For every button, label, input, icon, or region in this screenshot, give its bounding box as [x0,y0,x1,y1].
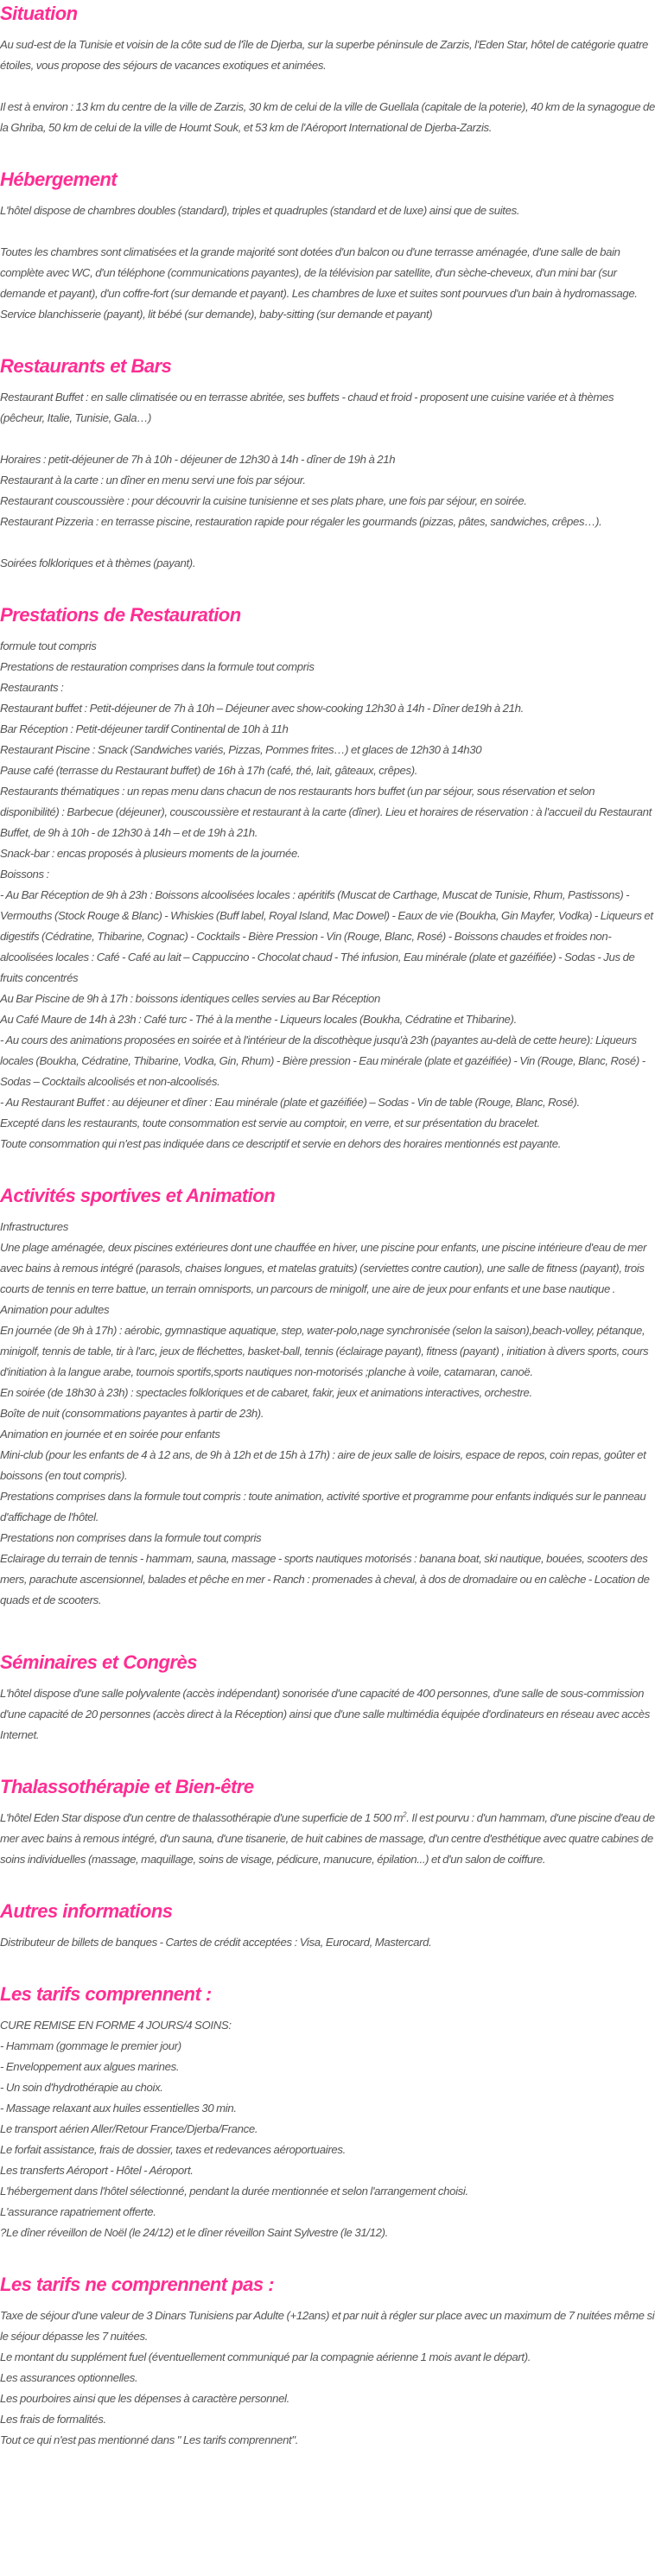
section-situation [0,0,655,138]
activites-line: Animation pour adultes [0,1303,110,1316]
section-title-autres: Autres informations [0,1900,173,1922]
section-hebergement [0,166,655,325]
tarifs-exclus-line: Les frais de formalités. [0,2413,106,2426]
section-thalasso [0,1773,655,1870]
prestations-line: - Au cours des animations proposées en soirée et à l'intérieur de la discothèque jusqu'à 23h (payantes au-delà de cette heure): Liqueurs locales (Boukha, Cédratine, Thibarine, Vodka, Gin, Rhum) - Bière pression - Eau minérale (plate et gazéifiée) - Vin (Rouge, Blanc, Rosé) - Sodas – Cocktails alcoolisés et non-alcoolisés. [0,1034,645,1088]
section-title-situation: Situation [0,3,78,24]
restaurants-line: Restaurant couscoussière : pour découvrir la cuisine tunisienne et ses plats phare, une fois par séjour, en soirée. [0,494,527,507]
thalasso-text-part-2: . Il est pourvu : d'un hammam, d'une piscine d'eau de mer avec bains à remous intégré, d'un sauna, d'une tisanerie, de huit cabines de massage, d'un centre d'esthétique avec quatre cabines de soins individuelles (massage, maquillage, soins de visage, pédicure, manucure, épilation...) et d'un salon de coiffure. [0,1811,655,1866]
tarifs-inclus-line: ?Le dîner réveillon de Noël (le 24/12) et le dîner réveillon Saint Sylvestre (le 31/12). [0,2226,388,2239]
prestations-line: Boissons : [0,868,49,881]
section-prestations [0,601,655,1154]
tarifs-exclus-line: Les pourboires ainsi que les dépenses à caractère personnel. [0,2392,289,2405]
prestations-line: Au Bar Piscine de 9h à 17h : boissons identiques celles servies au Bar Réception [0,992,381,1005]
spacer [0,1611,655,1649]
prestations-line: Pause café (terrasse du Restaurant buffet) de 16h à 17h (café, thé, lait, gâteaux, crêpes). [0,764,418,777]
activites-line: Prestations comprises dans la formule tout compris : toute animation, activité sportive et programme pour enfants indiqués sur le panneau d'affichage de l'hôtel. [0,1490,646,1523]
restaurants-line: Restaurant à la carte : un dîner en menu servi une fois par séjour. [0,474,306,487]
spacer [0,1870,655,1898]
prestations-line: Restaurants : [0,681,64,694]
tarifs-exclus-line: Le montant du supplément fuel (éventuellement communiqué par la compagnie aérienne 1 mois avant le départ). [0,2350,531,2363]
thalasso-paragraph [0,1808,655,1870]
section-title-hebergement: Hébergement [0,169,118,190]
section-tarifs-inclus [0,1981,655,2243]
section-title-prestations: Prestations de Restauration [0,604,241,626]
section-title-seminaires: Séminaires et Congrès [0,1651,197,1673]
spacer [0,574,655,601]
activites-line: Animation en journée et en soirée pour enfants [0,1428,220,1441]
activites-line: En soirée (de 18h30 à 23h) : spectacles folkloriques et de cabaret, fakir, jeux et animations interactives, orchestre. [0,1386,532,1399]
spacer [0,76,655,97]
hebergement-paragraph-1: L'hôtel dispose de chambres doubles (standard), triples et quadruples (standard et de luxe) ainsi que de suites. [0,204,520,217]
prestations-line: - Au Bar Réception de 9h à 23h : Boissons alcoolisées locales : apéritifs (Muscat de Carthage, Muscat de Tunisie, Rhum, Pastissons) - Vermouths (Stock Rouge & Blanc) - Whiskies (Buff label, Royal Island, Mac Dowel) - Eaux de vie (Boukha, Gin Mayfer, Vodka) - Liqueurs et digestifs (Cédratine, Thibarine, Cognac) - Cocktails - Bière Pression - Vin (Rouge, Blanc, Rosé) - Boissons chaudes et froides non-alcoolisées locales : Café - Café au lait – Cappuccino - Chocolat chaud - Thé infusion, Eau minérale (plate et gazéifiée) - Sodas - Jus de fruits concentrés [0,888,653,984]
prestations-line: Snack-bar : encas proposés à plusieurs moments de la journée. [0,847,301,860]
spacer [0,2243,655,2271]
tarifs-inclus-line: - Enveloppement aux algues marines. [0,2060,180,2073]
thalasso-text-part-1: L'hôtel Eden Star dispose d'un centre de thalassothérapie d'une superficie de 1 500 m [0,1811,404,1824]
prestations-line: Prestations de restauration comprises dans la formule tout compris [0,660,315,673]
prestations-line: Restaurant buffet : Petit-déjeuner de 7h à 10h – Déjeuner avec show-cooking 12h30 à 14h - Dîner de19h à 21h. [0,702,524,715]
prestations-line: Restaurant Piscine : Snack (Sandwiches variés, Pizzas, Pommes frites…) et glaces de 12h30 à 14h30 [0,743,482,756]
tarifs-inclus-line: L'hébergement dans l'hôtel sélectionné, pendant la durée mentionnée et selon l'arrangement choisi. [0,2185,468,2198]
prestations-line: Bar Réception : Petit-déjeuner tardif Continental de 10h à 11h [0,722,289,735]
tarifs-inclus-line: Le forfait assistance, frais de dossier, taxes et redevances aéroportuaires. [0,2143,346,2156]
situation-paragraph-2: Il est à environ : 13 km du centre de la ville de Zarzis, 30 km de celui de la ville de Guellala (capitale de la poterie), 40 km de la synagogue de la Ghriba, 50 km de celui de la ville de Houmt Souk, et 53 km de l'Aéroport International de Djerba-Zarzis. [0,100,655,134]
activites-line: En journée (de 9h à 17h) : aérobic, gymnastique aquatique, step, water-polo,nage synchronisée (selon la saison),beach-volley, pétanque, minigolf, tennis de table, tir à l'arc, jeux de fléchettes, basket-ball, tennis (éclairage payant), fitness (payant) , initiation à divers sports, cours d'initiation à la langue arabe, tournois sportifs,sports nautiques non-motorisés ;planche à voile, catamaran, canoë. [0,1324,649,1378]
spacer [0,221,655,242]
section-title-tarifs-inclus: Les tarifs comprennent : [0,1983,212,2005]
superscript-squared: 2 [403,1810,407,1819]
prestations-line: - Au Restaurant Buffet : au déjeuner et dîner : Eau minérale (plate et gazéifiée) – Sodas - Vin de table (Rouge, Blanc, Rosé). [0,1096,580,1109]
tarifs-inclus-line: - Massage relaxant aux huiles essentielles 30 min. [0,2102,237,2115]
situation-paragraph-1: Au sud-est de la Tunisie et voisin de la côte sud de l'île de Djerba, sur la superbe péninsule de Zarzis, l'Eden Star, hôtel de catégorie quatre étoiles, vous propose des séjours de vacances exotiques et animées. [0,38,648,72]
section-title-thalasso: Thalassothérapie et Bien-être [0,1776,254,1797]
tarifs-inclus-line: L'assurance rapatriement offerte. [0,2205,156,2218]
restaurants-line: Restaurant Pizzeria : en terrasse piscine, restauration rapide pour régaler les gourmands (pizzas, pâtes, sandwiches, crêpes…). [0,515,602,528]
spacer [0,325,655,353]
activites-line: Une plage aménagée, deux piscines extérieures dont une chauffée en hiver, une piscine pour enfants, une piscine intérieure d'eau de mer avec bains à remous intégré (parasols, chaises longues, et matelas gratuits) (serviettes contre caution), une salle de fitness (payant), trois courts de tennis en terre battue, un terrain omnisports, un parcours de minigolf, une aire de jeux pour enfants et une base nautique . [0,1241,647,1295]
tarifs-exclus-line: Les assurances optionnelles. [0,2371,138,2384]
spacer [0,138,655,166]
section-autres [0,1898,655,1953]
prestations-line: Toute consommation qui n'est pas indiquée dans ce descriptif et servie en dehors des horaires mentionnés est payante. [0,1137,562,1150]
spacer [0,1746,655,1773]
tarifs-inclus-line: - Hammam (gommage le premier jour) [0,2039,181,2052]
spacer [0,532,655,553]
tarifs-inclus-line: Les transferts Aéroport - Hôtel - Aéroport. [0,2164,194,2177]
section-title-restaurants: Restaurants et Bars [0,355,172,377]
prestations-line: Au Café Maure de 14h à 23h : Café turc - Thé à la menthe - Liqueurs locales (Boukha, Cédratine et Thibarine). [0,1013,517,1026]
activites-line: Mini-club (pour les enfants de 4 à 12 ans, de 9h à 12h et de 15h à 17h) : aire de jeux salle de loisirs, espace de repos, coin repas, goûter et boissons (en tout compris). [0,1448,646,1482]
prestations-line: Restaurants thématiques : un repas menu dans chacun de nos restaurants hors buffet (un par séjour, sous réservation et selon disponibilité) : Barbecue (déjeuner), couscoussière et restaurant à la carte (dîner). Lieu et horaires de réservation : à l'accueil du Restaurant Buffet, de 9h à 10h - de 12h30 à 14h – et de 19h à 21h. [0,785,652,839]
activites-line: Prestations non comprises dans la formule tout compris [0,1531,262,1544]
activites-line: Boîte de nuit (consommations payantes à partir de 23h). [0,1407,264,1420]
section-activites [0,1182,655,1611]
prestations-line: Excepté dans les restaurants, toute consommation est servie au comptoir, en verre, et sur présentation du bracelet. [0,1116,540,1129]
tarifs-exclus-line: Taxe de séjour d'une valeur de 3 Dinars Tunisiens par Adulte (+12ans) et par nuit à régler sur place avec un maximum de 7 nuitées même si le séjour dépasse les 7 nuitées. [0,2309,655,2343]
section-tarifs-exclus [0,2271,655,2451]
spacer [0,1154,655,1182]
restaurants-line: Horaires : petit-déjeuner de 7h à 10h - déjeuner de 12h30 à 14h - dîner de 19h à 21h [0,453,396,466]
activites-line: Eclairage du terrain de tennis - hammam, sauna, massage - sports nautiques motorisés : banana boat, ski nautique, bouées, scooters des mers, parachute ascensionnel, balades et pêche en mer - Ranch : promenades à cheval, à dos de dromadaire ou en calèche - Location de quads et de scooters. [0,1552,650,1606]
spacer [0,429,655,449]
tarifs-inclus-line: - Un soin d'hydrothérapie au choix. [0,2081,163,2094]
restaurants-paragraph-1: Restaurant Buffet : en salle climatisée ou en terrasse abritée, ses buffets - chaud et froid - proposent une cuisine variée et à thèmes (pêcheur, Italie, Tunisie, Gala…) [0,391,614,424]
activites-line: Infrastructures [0,1220,69,1233]
section-title-tarifs-exclus: Les tarifs ne comprennent pas : [0,2274,275,2295]
prestations-line: formule tout compris [0,639,97,652]
section-restaurants [0,353,655,574]
tarifs-exclus-line: Tout ce qui n'est pas mentionné dans " Les tarifs comprennent". [0,2433,299,2446]
seminaires-paragraph: L'hôtel dispose d'une salle polyvalente (accès indépendant) sonorisée d'une capacité de 400 personnes, d'une salle de sous-commission d'une capacité de 20 personnes (accès direct à la Réception) ainsi que d'une salle multimédia équipée d'ordinateurs en réseau avec accès Internet. [0,1687,650,1741]
spacer [0,1953,655,1981]
section-seminaires [0,1649,655,1746]
hebergement-paragraph-2: Toutes les chambres sont climatisées et la grande majorité sont dotées d'un balcon ou d'une terrasse aménagée, d'une salle de bain complète avec WC, d'un téléphone (communications payantes), de la télévision par satellite, d'un sèche-cheveux, d'un mini bar (sur demande et payant), d'un coffre-fort (sur demande et payant). Les chambres de luxe et suites sont pourvues d'un bain à hydromassage. Service blanchisserie (payant), lit bébé (sur demande), baby-sitting (sur demande et payant) [0,245,638,321]
tarifs-inclus-line: Le transport aérien Aller/Retour France/Djerba/France. [0,2122,258,2135]
tarifs-inclus-line: CURE REMISE EN FORME 4 JOURS/4 SOINS: [0,2019,232,2032]
autres-paragraph: Distributeur de billets de banques - Cartes de crédit acceptées : Visa, Eurocard, Mastercard. [0,1936,432,1949]
restaurants-paragraph-3: Soirées folkloriques et à thèmes (payant). [0,557,196,569]
section-title-activites: Activités sportives et Animation [0,1185,276,1206]
